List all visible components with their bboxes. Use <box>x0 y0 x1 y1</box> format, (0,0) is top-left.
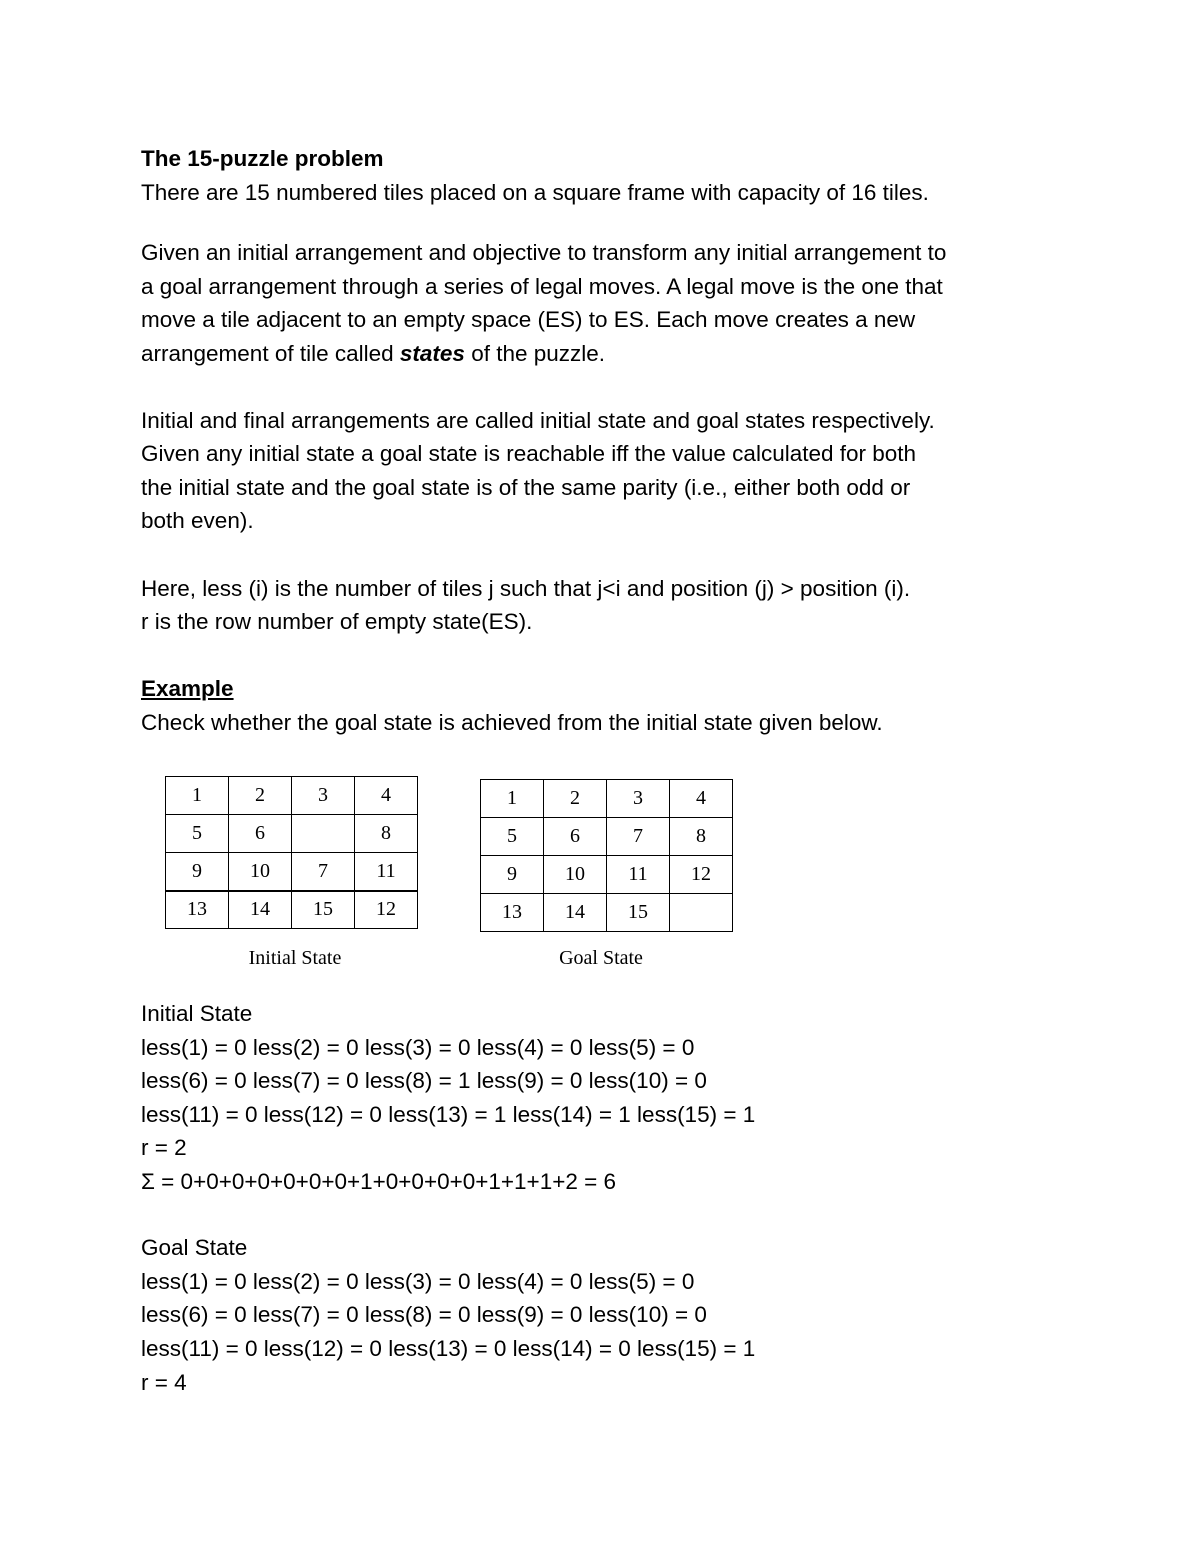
initial-calc-line3: less(11) = 0 less(12) = 0 less(13) = 1 less(14) = 1 less(15) = 1 <box>141 1102 756 1127</box>
goal-calc-line2: less(6) = 0 less(7) = 0 less(8) = 0 less(9) = 0 less(10) = 0 <box>141 1302 707 1327</box>
grid-cell: 15 <box>292 891 355 929</box>
goal-calc-line4: r = 4 <box>141 1370 187 1395</box>
grid-cell: 7 <box>292 853 355 891</box>
para2-line4-before: arrangement of tile called <box>141 341 400 366</box>
grid-cell: 12 <box>355 891 418 929</box>
para3-line2: Given any initial state a goal state is reachable iff the value calculated for both <box>141 441 917 466</box>
para4-line1: Here, less (i) is the number of tiles j such that j<i and position (j) > position (i). <box>141 576 911 601</box>
grid-cell: 15 <box>607 894 670 932</box>
initial-state-caption: Initial State <box>248 947 342 969</box>
grid-cell: 12 <box>670 856 733 894</box>
grid-cell: 5 <box>166 815 229 853</box>
goal-calc-line3: less(11) = 0 less(12) = 0 less(13) = 0 less(14) = 0 less(15) = 1 <box>141 1336 756 1361</box>
grid-cell: 6 <box>544 818 607 856</box>
grid-cell: 9 <box>166 853 229 891</box>
states-term: states <box>399 341 465 366</box>
grid-cell: 1 <box>481 780 544 818</box>
grid-cell: 13 <box>166 891 229 929</box>
grid-cell: 3 <box>292 777 355 815</box>
goal-state-grid <box>480 779 733 932</box>
grid-cell-empty <box>670 894 733 932</box>
grid-cell: 8 <box>670 818 733 856</box>
para3-line4: both even). <box>141 508 254 533</box>
intro-text: There are 15 numbered tiles placed on a square frame with capacity of 16 tiles. <box>141 180 929 205</box>
initial-calc-sum: Σ = 0+0+0+0+0+0+0+1+0+0+0+0+1+1+1+2 = 6 <box>141 1169 617 1194</box>
grid-cell: 3 <box>607 780 670 818</box>
page-title: The 15-puzzle problem <box>141 146 384 171</box>
para3-line1: Initial and final arrangements are called initial state and goal states respectively. <box>141 408 935 433</box>
grid-cell: 11 <box>355 853 418 891</box>
initial-calc-line4: r = 2 <box>141 1135 187 1160</box>
goal-calc-heading: Goal State <box>141 1235 248 1260</box>
example-heading: Example <box>141 676 234 701</box>
para2-line4-after: of the puzzle. <box>464 341 606 366</box>
grid-cell: 5 <box>481 818 544 856</box>
grid-cell: 4 <box>355 777 418 815</box>
grid-cell: 11 <box>607 856 670 894</box>
para2-line4 <box>141 339 605 369</box>
para2-line2: a goal arrangement through a series of legal moves. A legal move is the one that <box>141 274 943 299</box>
goal-state-caption: Goal State <box>559 947 643 969</box>
para2-line1: Given an initial arrangement and objective to transform any initial arrangement to <box>141 240 947 265</box>
grid-cell: 13 <box>481 894 544 932</box>
initial-calc-line2: less(6) = 0 less(7) = 0 less(8) = 1 less(9) = 0 less(10) = 0 <box>141 1068 707 1093</box>
grid-cell-empty <box>292 815 355 853</box>
grid-cell: 8 <box>355 815 418 853</box>
initial-state-grid <box>165 776 418 929</box>
grid-cell: 6 <box>229 815 292 853</box>
grid-cell: 1 <box>166 777 229 815</box>
grid-cell: 4 <box>670 780 733 818</box>
initial-calc-line1: less(1) = 0 less(2) = 0 less(3) = 0 less(4) = 0 less(5) = 0 <box>141 1035 695 1060</box>
para2-line3: move a tile adjacent to an empty space (ES) to ES. Each move creates a new <box>141 307 916 332</box>
para3-line3: the initial state and the goal state is of the same parity (i.e., either both odd or <box>141 475 911 500</box>
grid-cell: 2 <box>229 777 292 815</box>
grid-cell: 14 <box>229 891 292 929</box>
grid-cell: 10 <box>229 853 292 891</box>
grid-cell: 9 <box>481 856 544 894</box>
example-text: Check whether the goal state is achieved from the initial state given below. <box>141 710 883 735</box>
grid-cell: 10 <box>544 856 607 894</box>
para4-line2: r is the row number of empty state(ES). <box>141 609 533 634</box>
grid-cell: 2 <box>544 780 607 818</box>
grid-cell: 7 <box>607 818 670 856</box>
initial-calc-heading: Initial State <box>141 1001 253 1026</box>
goal-calc-line1: less(1) = 0 less(2) = 0 less(3) = 0 less(4) = 0 less(5) = 0 <box>141 1269 695 1294</box>
grid-cell: 14 <box>544 894 607 932</box>
